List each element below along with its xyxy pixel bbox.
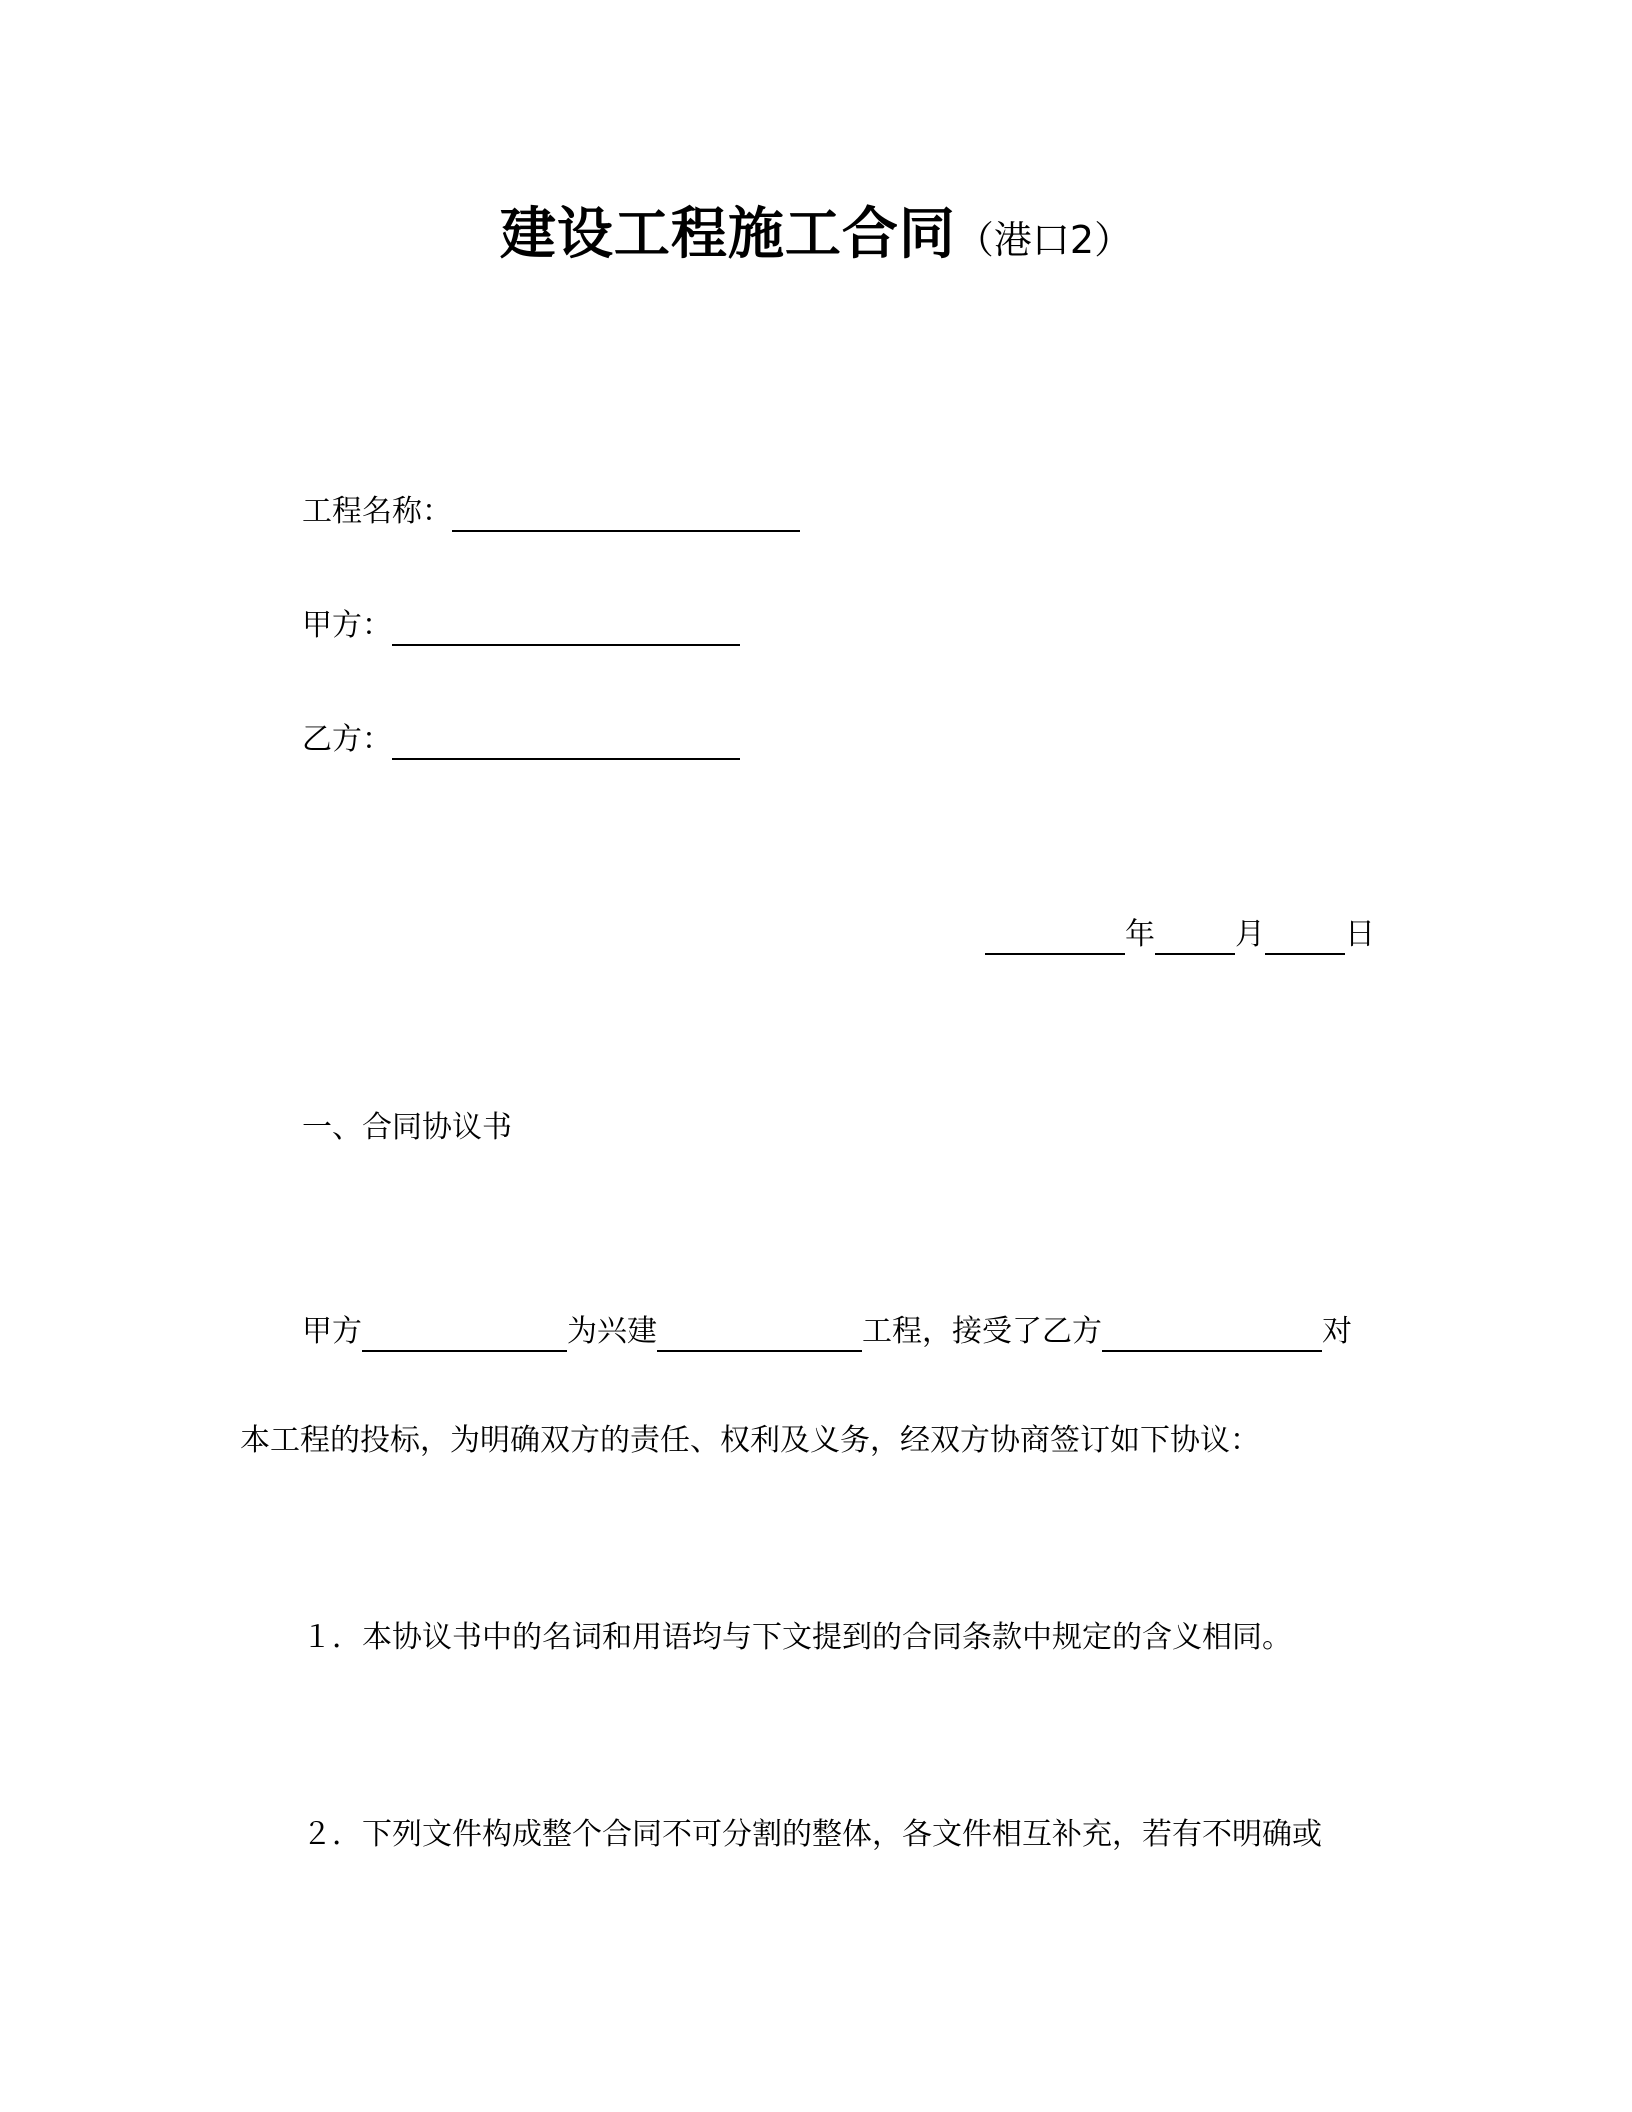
item-2: ２．下列文件构成整个合同不可分割的整体，各文件相互补充，若有不明确或 — [302, 1817, 1322, 1852]
party-a-field — [302, 596, 740, 646]
party-a-blank[interactable] — [392, 604, 740, 646]
month-blank[interactable] — [1155, 913, 1235, 955]
para-text-accept: 工程，接受了乙方 — [862, 1314, 1102, 1349]
party-b-blank[interactable] — [392, 718, 740, 760]
month-label: 月 — [1235, 917, 1265, 952]
title-subtitle: （港口2） — [955, 218, 1133, 262]
day-label: 日 — [1345, 917, 1375, 952]
date-line — [985, 905, 1375, 955]
day-blank[interactable] — [1265, 913, 1345, 955]
section-heading: 一、合同协议书 — [302, 1110, 512, 1145]
year-label: 年 — [1125, 917, 1155, 952]
party-a-name-blank[interactable] — [362, 1310, 567, 1352]
year-blank[interactable] — [985, 913, 1125, 955]
project-name-field — [302, 482, 800, 532]
item-1: １．本协议书中的名词和用语均与下文提到的合同条款中规定的含义相同。 — [302, 1620, 1292, 1655]
party-b-label: 乙方： — [302, 722, 392, 757]
para-text-to: 对 — [1322, 1314, 1352, 1349]
party-b-name-blank[interactable] — [1102, 1310, 1322, 1352]
project-blank[interactable] — [657, 1310, 862, 1352]
party-a-label: 甲方： — [302, 608, 392, 643]
title-main: 建设工程施工合同 — [499, 202, 956, 267]
document-title — [0, 200, 1632, 283]
paragraph-line-2: 本工程的投标，为明确双方的责任、权利及义务，经双方协商签订如下协议： — [240, 1423, 1260, 1458]
para-text-build: 为兴建 — [567, 1314, 657, 1349]
project-name-blank[interactable] — [452, 490, 800, 532]
para-text-party-a: 甲方 — [302, 1314, 362, 1349]
project-name-label: 工程名称： — [302, 494, 452, 529]
paragraph-line-1 — [302, 1302, 1352, 1352]
party-b-field — [302, 710, 740, 760]
